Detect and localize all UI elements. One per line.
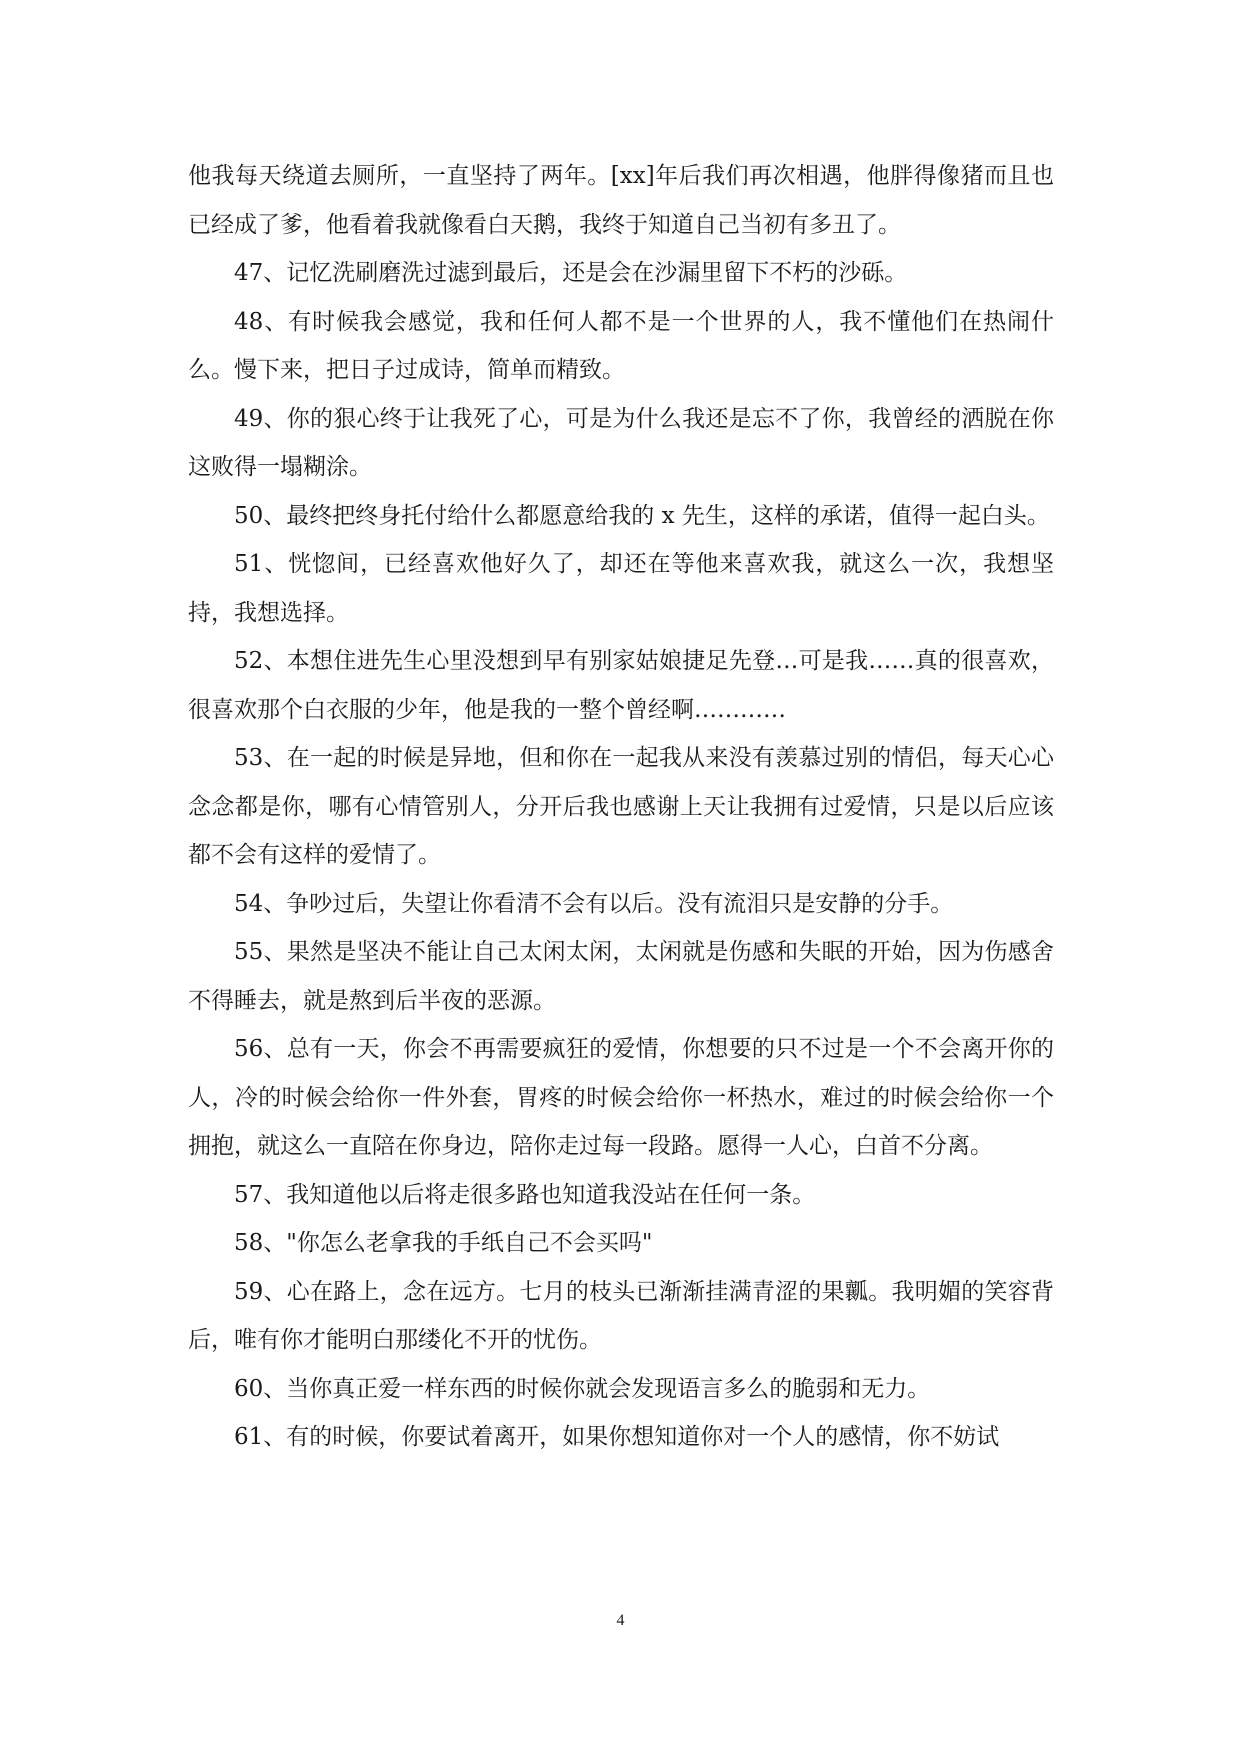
list-item: 60、当你真正爱一样东西的时候你就会发现语言多么的脆弱和无力。 — [234, 1375, 931, 1402]
list-item: 53、在一起的时候是异地，但和你在一起我从来没有羡慕过别的情侣，每天心心念念都是你，哪有心情管别人，分开后我也感谢上天让我拥有过爱情，只是以后应该都不会有这样的爱情了。 — [188, 745, 1054, 868]
continuation-paragraph: 他我每天绕道去厕所，一直坚持了两年。[xx]年后我们再次相遇，他胖得像猪而且也已经成了爹，他看着我就像看白天鹅，我终于知道自己当初有多丑了。 — [188, 163, 1054, 238]
list-item: 48、有时候我会感觉，我和任何人都不是一个世界的人，我不懂他们在热闹什么。慢下来，把日子过成诗，简单而精致。 — [188, 308, 1054, 383]
list-item: 59、心在路上，念在远方。七月的枝头已渐渐挂满青涩的果瓤。我明媚的笑容背后，唯有你才能明白那缕化不开的忧伤。 — [188, 1278, 1054, 1353]
list-item: 50、最终把终身托付给什么都愿意给我的 x 先生，这样的承诺，值得一起白头。 — [234, 502, 1050, 529]
list-item: 54、争吵过后，失望让你看清不会有以后。没有流泪只是安静的分手。 — [234, 890, 954, 917]
list-item: 47、记忆洗刷磨洗过滤到最后，还是会在沙漏里留下不朽的沙砾。 — [234, 260, 908, 286]
list-item: 49、你的狠心终于让我死了心，可是为什么我还是忘不了你，我曾经的洒脱在你这败得一塌糊涂。 — [188, 405, 1054, 480]
list-item: 61、有的时候，你要试着离开，如果你想知道你对一个人的感情，你不妨试 — [234, 1424, 1000, 1450]
list-item: 58、"你怎么老拿我的手纸自己不会买吗" — [234, 1230, 653, 1256]
list-item: 52、本想住进先生心里没想到早有别家姑娘捷足先登…可是我……真的很喜欢，很喜欢那个白衣服的少年，他是我的一整个曾经啊………… — [188, 648, 1054, 723]
list-item: 56、总有一天，你会不再需要疯狂的爱情，你想要的只不过是一个不会离开你的人，冷的时候会给你一件外套，胃疼的时候会给你一杯热水，难过的时候会给你一个拥抱，就这么一直陪在你身边，陪你走过每一段路。愿得一人心，白首不分离。 — [188, 1036, 1054, 1159]
list-item: 55、果然是坚决不能让自己太闲太闲，太闲就是伤感和失眠的开始，因为伤感舍不得睡去，就是熬到后半夜的恶源。 — [188, 939, 1054, 1014]
body-text — [188, 152, 1054, 1462]
page-number: 4 — [616, 1612, 625, 1629]
list-item: 57、我知道他以后将走很多路也知道我没站在任何一条。 — [234, 1181, 816, 1208]
list-item: 51、恍惚间，已经喜欢他好久了，却还在等他来喜欢我，就这么一次，我想坚持，我想选择。 — [188, 551, 1054, 626]
